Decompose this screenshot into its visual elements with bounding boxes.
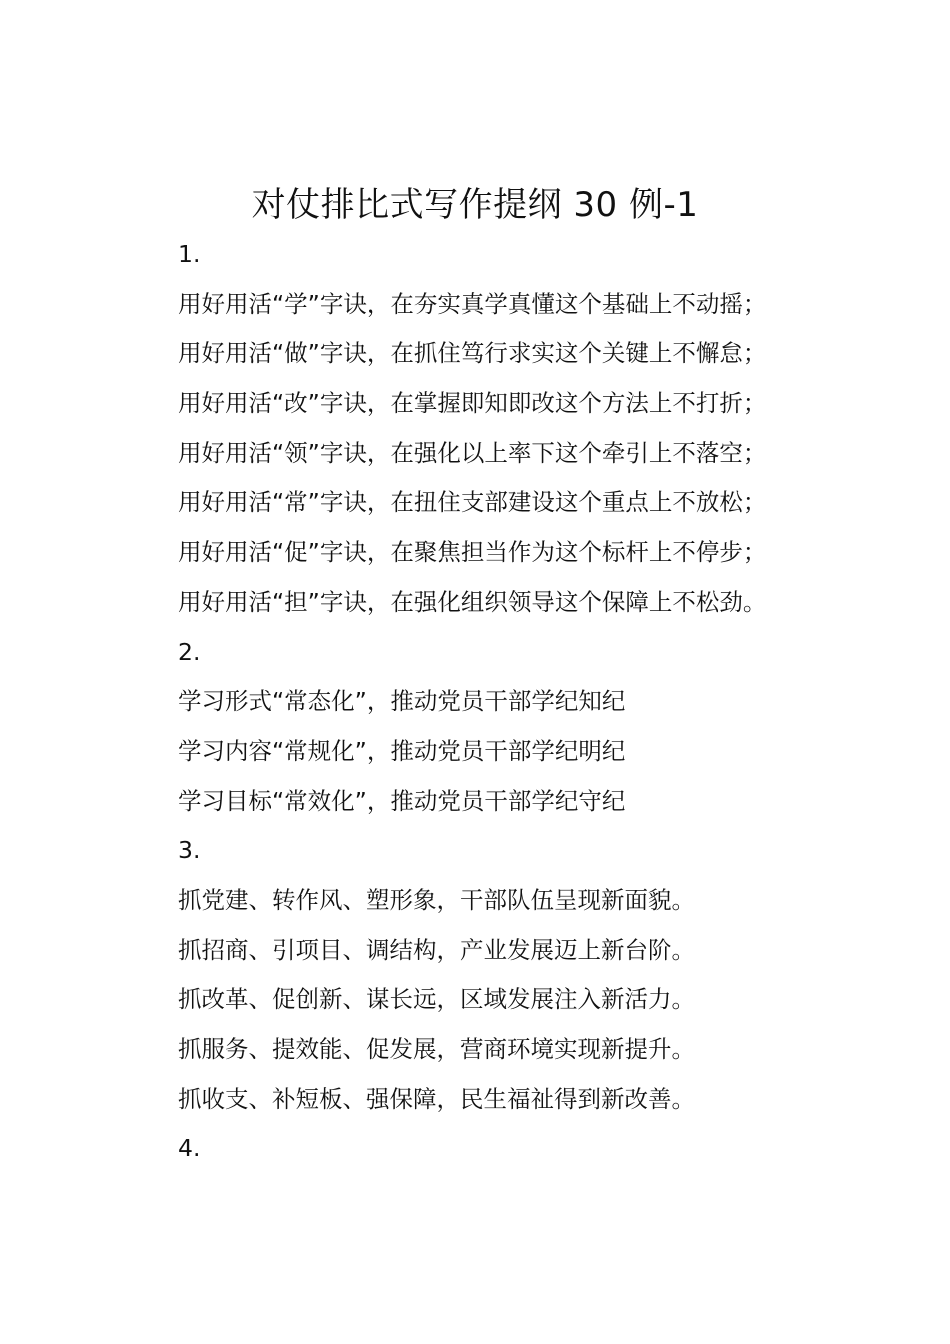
outline-line: 学习内容“常规化”，推动党员干部学纪明纪 bbox=[178, 736, 626, 765]
outline-line: 用好用活“做”字诀，在抓住笃行求实这个关键上不懈怠； bbox=[178, 339, 767, 368]
outline-line: 用好用活“常”字诀，在扭住支部建设这个重点上不放松； bbox=[178, 488, 767, 517]
document-body bbox=[178, 230, 938, 1174]
outline-line: 抓服务、提效能、促发展，营商环境实现新提升。 bbox=[178, 1035, 695, 1063]
outline-line: 用好用活“领”字诀，在强化以上率下这个牵引上不落空； bbox=[178, 438, 767, 467]
section-number: 4. bbox=[178, 1134, 201, 1163]
outline-line: 用好用活“学”字诀，在夯实真学真懂这个基础上不动摇； bbox=[178, 289, 767, 318]
outline-line: 学习形式“常态化”，推动党员干部学纪知纪 bbox=[178, 687, 626, 716]
outline-line: 抓收支、补短板、强保障，民生福祉得到新改善。 bbox=[178, 1084, 695, 1113]
outline-line: 学习目标“常效化”，推动党员干部学纪守纪 bbox=[178, 786, 626, 815]
outline-line: 用好用活“促”字诀，在聚焦担当作为这个标杆上不停步； bbox=[178, 538, 767, 567]
section-number: 1. bbox=[178, 240, 201, 268]
outline-line: 抓招商、引项目、调结构，产业发展迈上新台阶。 bbox=[178, 935, 695, 964]
outline-line: 抓党建、转作风、塑形象，干部队伍呈现新面貌。 bbox=[178, 885, 695, 914]
outline-line: 抓改革、促创新、谋长远，区域发展注入新活力。 bbox=[178, 985, 695, 1014]
document-title: 对仗排比式写作提纲 30 例-1 bbox=[251, 185, 699, 225]
section-number: 3. bbox=[178, 836, 201, 865]
outline-line: 用好用活“改”字诀，在掌握即知即改这个方法上不打折； bbox=[178, 389, 767, 418]
outline-line: 用好用活“担”字诀，在强化组织领导这个保障上不松劲。 bbox=[178, 587, 767, 616]
section-number: 2. bbox=[178, 637, 201, 666]
